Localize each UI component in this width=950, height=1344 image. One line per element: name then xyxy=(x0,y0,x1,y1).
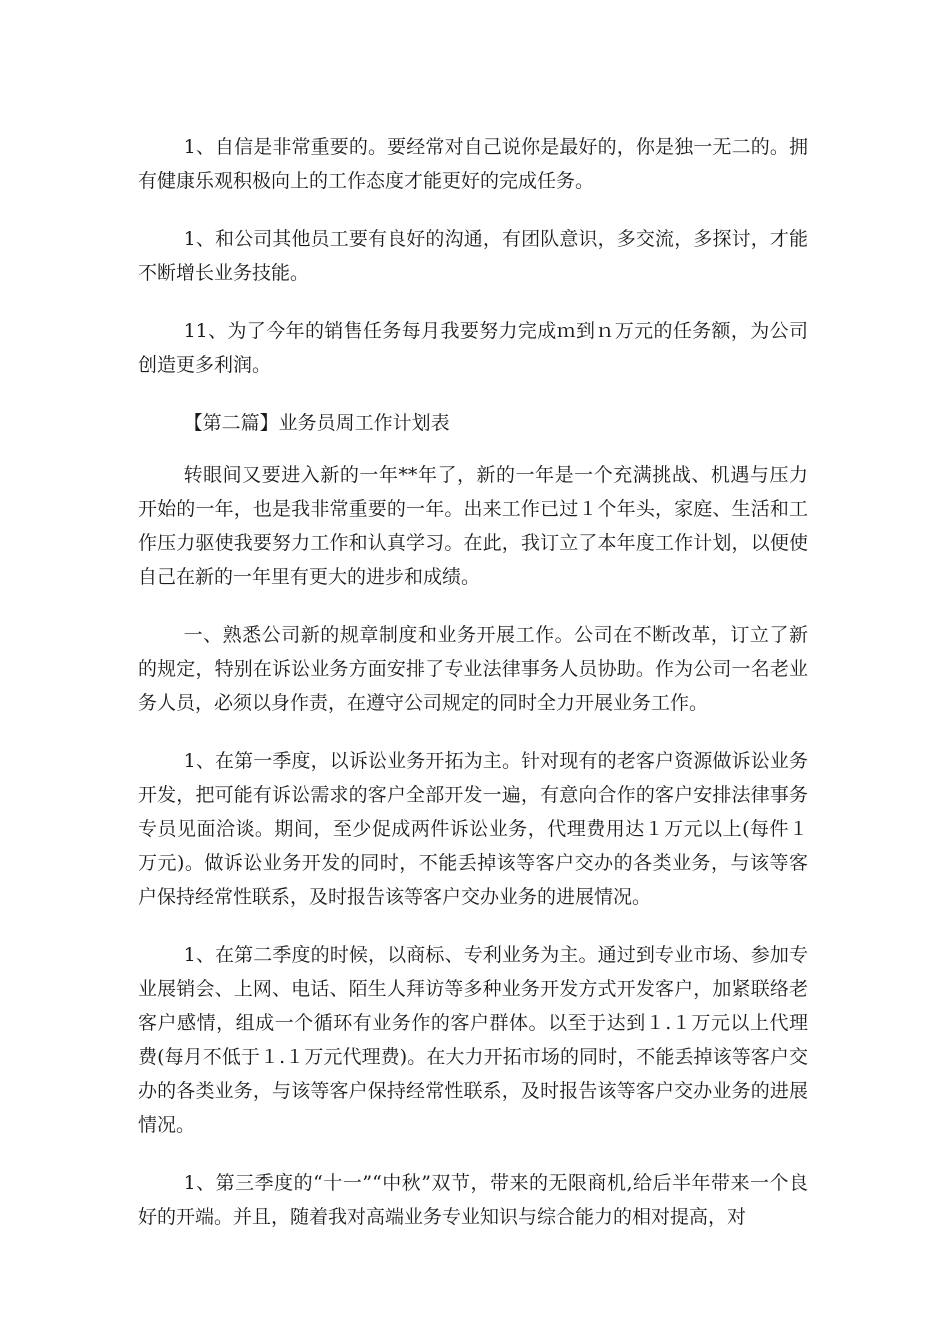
paragraph-intro: 转眼间又要进入新的一年**年了，新的一年是一个充满挑战、机遇与压力开始的一年，也是我非常重要的一年。出来工作已过１个年头，家庭、生活和工作压力驱使我要努力工作和认真学习。在此，我订立了本年度工作计划，以便使自己在新的一年里有更大的进步和成绩。 xyxy=(138,464,808,588)
paragraph-rules: 一、熟悉公司新的规章制度和业务开展工作。公司在不断改革，订立了新的规定，特别在诉讼业务方面安排了专业法律事务人员协助。作为公司一名老业务人员，必须以身作责，在遵守公司规定的同时全力开展业务工作。 xyxy=(138,624,808,714)
document-body xyxy=(138,130,808,1258)
paragraph-communication: 1、和公司其他员工要有良好的沟通，有团队意识，多交流，多探讨，才能不断增长业务技能。 xyxy=(138,228,808,284)
paragraph-q3: 1、第三季度的“十一”“中秋”双节，带来的无限商机,给后半年带来一个良好的开端。并且，随着我对高端业务专业知识与综合能力的相对提高，对 xyxy=(138,1172,808,1228)
paragraph-confidence: 1、自信是非常重要的。要经常对自己说你是最好的，你是独一无二的。拥有健康乐观积极向上的工作态度才能更好的完成任务。 xyxy=(138,136,808,192)
paragraph-q1: 1、在第一季度，以诉讼业务开拓为主。针对现有的老客户资源做诉讼业务开发，把可能有诉讼需求的客户全部开发一遍，有意向合作的客户安排法律事务专员见面洽谈。期间，至少促成两件诉讼业务，代理费用达１万元以上(每件１万元)。做诉讼业务开发的同时，不能丢掉该等客户交办的各类业务，与该等客户保持经常性联系，及时报告该等客户交办业务的进展情况。 xyxy=(138,750,808,908)
paragraph-q2: 1、在第二季度的时候，以商标、专利业务为主。通过到专业市场、参加专业展销会、上网、电话、陌生人拜访等多种业务开发方式开发客户，加紧联络老客户感情，组成一个循环有业务作的客户群体。以至于达到１.１万元以上代理费(每月不低于１.１万元代理费)。在大力开拓市场的同时，不能丢掉该等客户交办的各类业务，与该等客户保持经常性联系，及时报告该等客户交办业务的进展情况。 xyxy=(138,944,808,1136)
paragraph-sales-target: 11、为了今年的销售任务每月我要努力完成ｍ到ｎ万元的任务额，为公司创造更多利润。 xyxy=(138,320,808,376)
section-heading: 【第二篇】业务员周工作计划表 xyxy=(183,412,450,434)
